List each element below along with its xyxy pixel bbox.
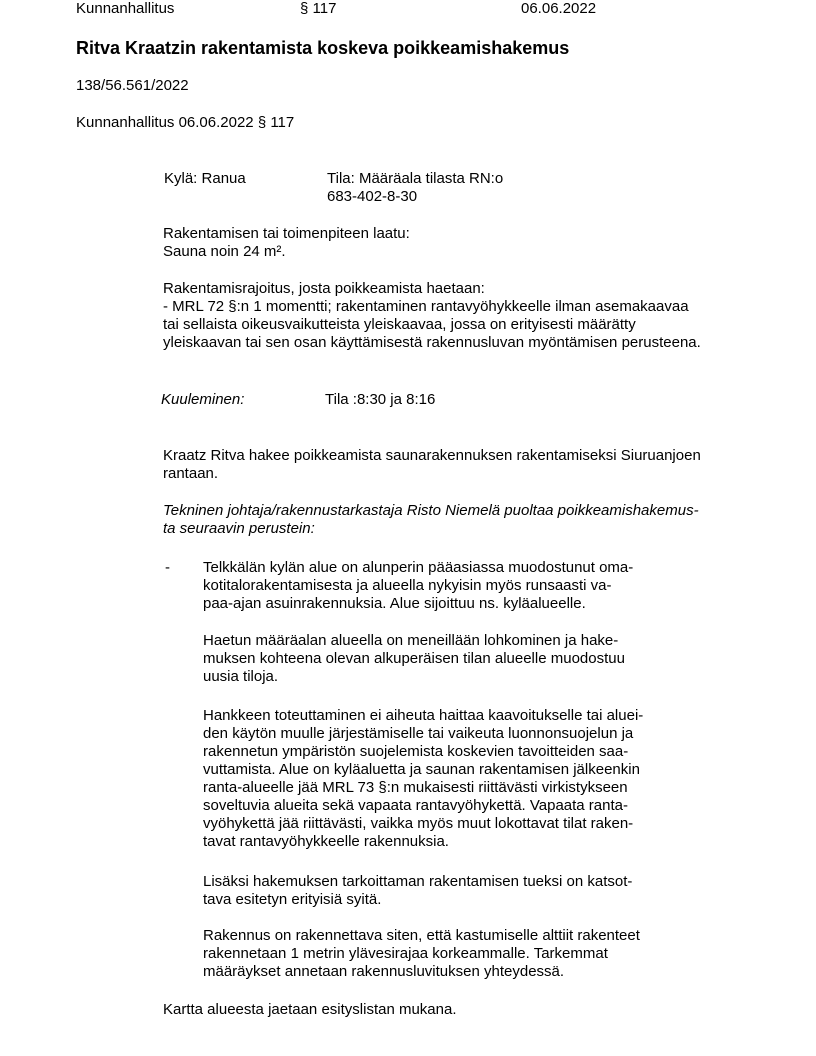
- reason-line: tava esitetyn erityisiä syitä.: [203, 891, 382, 908]
- reason-paragraph: [203, 707, 643, 851]
- reference-number: 138/56.561/2022: [76, 77, 189, 94]
- reason-line: vuttamista. Alue on kyläaluetta ja saunan rakentamisen jälkeenkin: [203, 761, 640, 778]
- map-note: Kartta alueesta jaetaan esityslistan mukana.: [163, 1001, 457, 1018]
- estate-line-2: 683-402-8-30: [327, 188, 418, 205]
- document-title: Ritva Kraatzin rakentamista koskeva poikkeamishakemus: [76, 38, 570, 58]
- application-line: Kraatz Ritva hakee poikkeamista saunarakennuksen rakentamiseksi Siuruanjoen: [163, 447, 701, 464]
- reason-line: soveltuvia alueita sekä vapaata rantavyöhykettä. Vapaata ranta-: [203, 797, 628, 814]
- restriction-block: [163, 280, 701, 352]
- construction-type-block: [163, 225, 410, 261]
- reason-line: määräykset annetaan rakennusluvituksen yhteydessä.: [203, 963, 565, 980]
- reason-line: muksen kohteena olevan alkuperäisen tilan alueelle muodostuu: [203, 650, 625, 667]
- reason-line: rakennetaan 1 metrin ylävesirajaa korkeammalle. Tarkemmat: [203, 945, 608, 962]
- restriction-label: Rakentamisrajoitus, josta poikkeamista haetaan:: [163, 280, 485, 297]
- meeting-line: Kunnanhallitus 06.06.2022 § 117: [76, 114, 295, 131]
- recommendation-line: Tekninen johtaja/rakennustarkastaja Risto Niemelä puoltaa poikkeamishakemus-: [163, 502, 699, 519]
- restriction-line: yleiskaavan tai sen osan käyttämisestä rakennusluvan myöntämisen perusteena.: [163, 334, 701, 351]
- village-label: Kylä: Ranua: [164, 170, 246, 187]
- reason-line: Haetun määräalan alueella on meneillään lohkominen ja hake-: [203, 632, 619, 649]
- restriction-line: - MRL 72 §:n 1 momentti; rakentaminen rantavyöhykkeelle ilman asemakaavaa: [163, 298, 689, 315]
- reason-paragraph: [203, 873, 632, 909]
- recommendation-text: [163, 502, 699, 538]
- reason-line: vyöhykettä jää riittävästi, vaikka myös muut lokottavat tilat raken-: [203, 815, 634, 832]
- estate-info: [327, 170, 503, 206]
- reason-line: paa-ajan asuinrakennuksia. Alue sijoittuu ns. kyläalueelle.: [203, 595, 586, 612]
- reason-paragraph: [203, 632, 625, 686]
- reason-line: uusia tiloja.: [203, 668, 279, 685]
- reason-line: Rakennus on rakennettava siten, että kastumiselle alttiit rakenteet: [203, 927, 640, 944]
- construction-type-label: Rakentamisen tai toimenpiteen laatu:: [163, 225, 410, 242]
- reason-line: Telkkälän kylän alue on alunperin pääasiassa muodostunut oma-: [203, 559, 634, 576]
- reason-line: tavat rantavyöhykkeelle rakennuksia.: [203, 833, 449, 850]
- application-line: rantaan.: [163, 465, 219, 482]
- reason-line: den käytön muulle järjestämiselle tai vaikeuta luonnonsuojelun ja: [203, 725, 634, 742]
- hearing-value: Tila :8:30 ja 8:16: [325, 391, 436, 408]
- header-organ: Kunnanhallitus: [76, 0, 175, 17]
- construction-type-value: Sauna noin 24 m².: [163, 243, 286, 260]
- reason-line: rakennetun ympäristön suojelemista koskevien tavoitteiden saa-: [203, 743, 629, 760]
- restriction-line: tai sellaista oikeusvaikutteista yleiskaavaa, jossa on erityisesti määrätty: [163, 316, 636, 333]
- recommendation-line: ta seuraavin perustein:: [163, 520, 315, 537]
- estate-line-1: Tila: Määräala tilasta RN:o: [327, 170, 504, 187]
- reason-line: ranta-alueelle jää MRL 73 §:n mukaisesti riittävästi virkistykseen: [203, 779, 628, 796]
- reason-line: kotitalorakentamisesta ja alueella nykyisin myös runsaasti va-: [203, 577, 612, 594]
- header-section: § 117: [300, 0, 337, 17]
- header-date: 06.06.2022: [521, 0, 597, 17]
- reasons-bullet: -: [165, 559, 170, 576]
- reason-line: Hankkeen toteuttaminen ei aiheuta haittaa kaavoitukselle tai aluei-: [203, 707, 644, 724]
- application-text: [163, 447, 701, 483]
- hearing-label: Kuuleminen:: [161, 391, 245, 408]
- reason-line: Lisäksi hakemuksen tarkoittaman rakentamisen tueksi on katsot-: [203, 873, 633, 890]
- reason-paragraph: [203, 927, 640, 981]
- reason-paragraph: [203, 559, 633, 613]
